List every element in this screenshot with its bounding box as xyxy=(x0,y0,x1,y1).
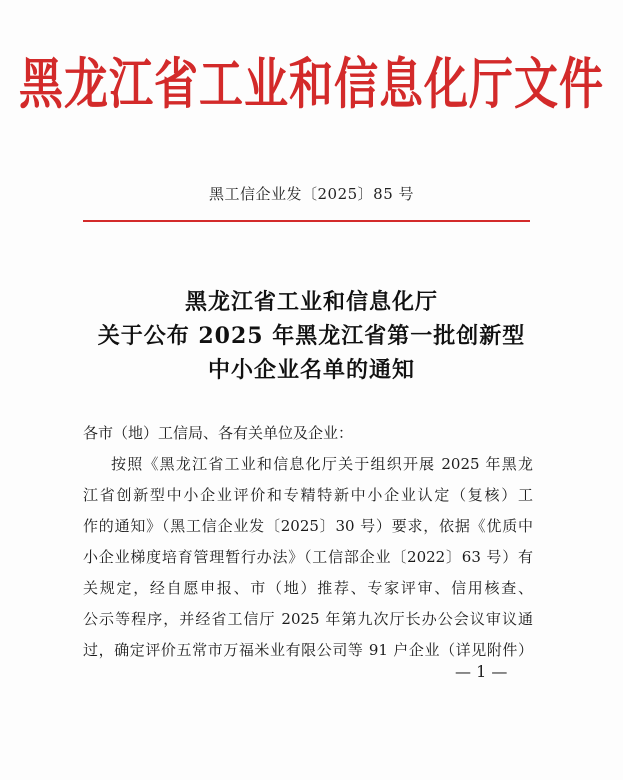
document-number: 黑工信企业发〔2025〕85 号 xyxy=(208,185,415,203)
notice-title xyxy=(0,285,623,387)
title-line-1: 黑龙江省工业和信息化厅 xyxy=(184,289,438,315)
red-divider-line xyxy=(83,220,530,222)
masthead-title: 黑龙江省工业和信息化厅文件 xyxy=(19,53,604,117)
notice-body xyxy=(83,418,533,666)
title-line-3: 中小企业名单的通知 xyxy=(207,357,415,383)
body-line: 公示等程序，并经省工信厅 2025 年第九次厅长办公会议审议通 xyxy=(83,610,533,628)
body-line: 过，确定评价五常市万福米业有限公司等 91 户企业（详见附件） xyxy=(83,641,533,659)
body-line: 按照《黑龙江省工业和信息化厅关于组织开展 2025 年黑龙 xyxy=(111,455,533,473)
body-line: 小企业梯度培育管理暂行办法》（工信部企业〔2022〕63 号）有 xyxy=(83,548,533,566)
salutation: 各市（地）工信局、各有关单位及企业： xyxy=(83,424,354,442)
body-line: 作的通知》（黑工信企业发〔2025〕30 号）要求，依据《优质中 xyxy=(83,517,533,535)
page-number: — 1 — xyxy=(455,662,508,681)
body-line: 江省创新型中小企业评价和专精特新中小企业认定（复核）工 xyxy=(83,486,533,504)
title-line-2: 关于公布 2025 年黑龙江省第一批创新型 xyxy=(97,323,526,349)
body-line: 关规定，经自愿申报、市（地）推荐、专家评审、信用核查、 xyxy=(83,579,533,597)
